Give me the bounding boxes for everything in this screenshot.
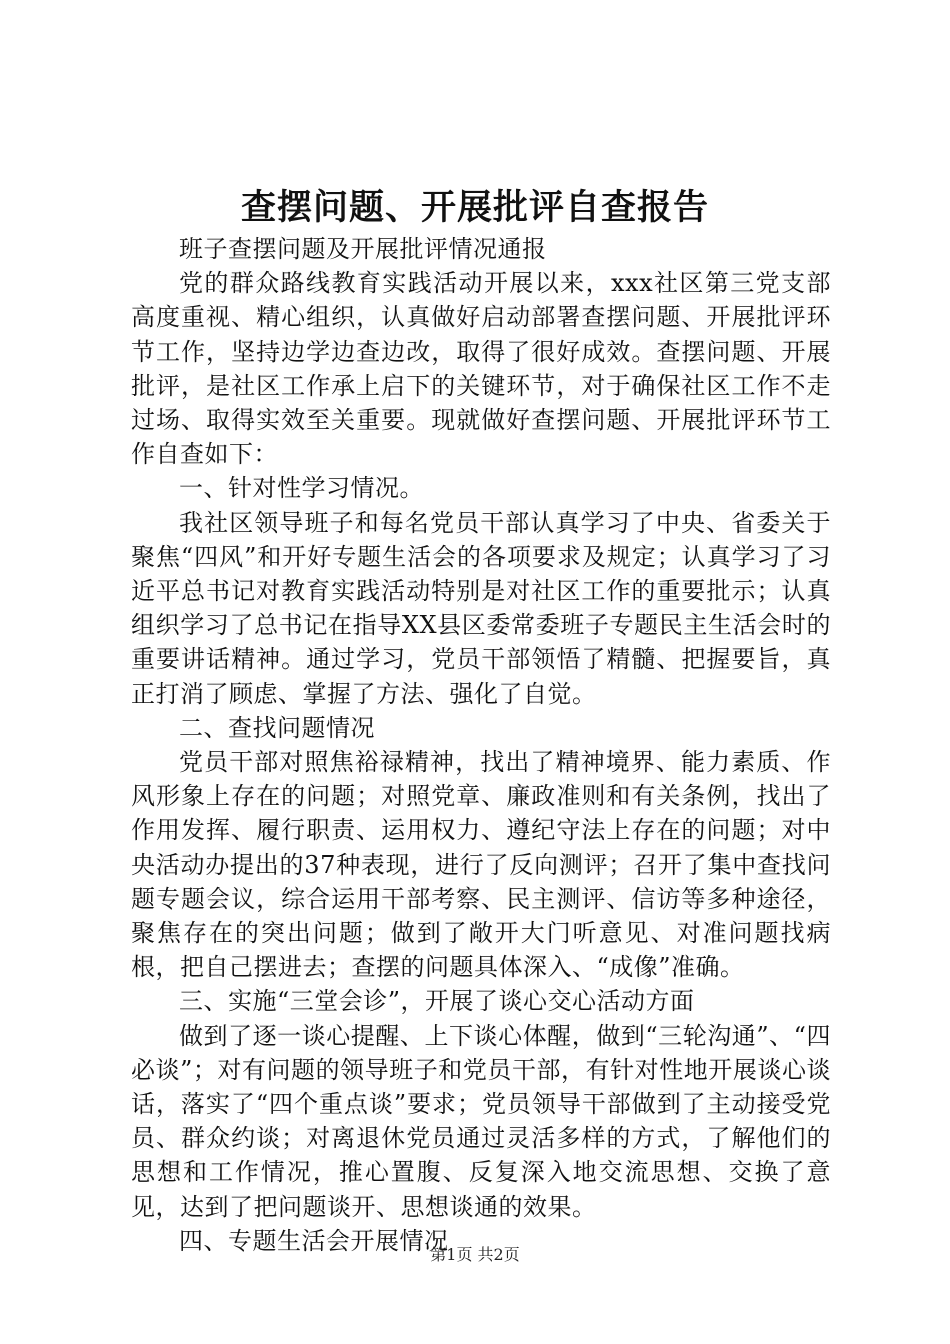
page-footer: 第1页 共2页 (430, 1245, 520, 1264)
paragraph-section-2: 党员干部对照焦裕禄精神，找出了精神境界、能力素质、作风形象上存在的问题；对照党章、廉政准则和有关条例，找出了作用发挥、履行职责、运用权力、遵纪守法上存在的问题；对中央活动办提出的37种表现，进行了反向测评；召开了集中查找问题专题会议，综合运用干部考察、民主测评、信访等多种途径，聚焦存在的突出问题；做到了敞开大门听意见、对准问题找病根，把自己摆进去；查摆的问题具体深入、“成像”准确。 (131, 748, 831, 982)
section-heading-4: 四、专题生活会开展情况 (179, 1226, 449, 1255)
paragraph-intro: 党的群众路线教育实践活动开展以来，xxx社区第三党支部高度重视、精心组织，认真做好启动部署查摆问题、开展批评环节工作，坚持边学边查边改，取得了很好成效。查摆问题、开展批评，是社区工作承上启下的关键环节，对于确保社区工作不走过场、取得实效至关重要。现就做好查摆问题、开展批评环节工作自查如下： (131, 269, 831, 469)
document-title: 查摆问题、开展批评自查报告 (240, 187, 709, 228)
section-heading-1: 一、针对性学习情况。 (179, 474, 424, 503)
paragraph-subtitle: 班子查摆问题及开展批评情况通报 (179, 235, 547, 263)
section-heading-3: 三、实施“三堂会诊”，开展了谈心交心活动方面 (179, 987, 695, 1016)
document-body (131, 232, 831, 1258)
paragraph-section-3: 做到了逐一谈心提醒、上下谈心体醒，做到“三轮沟通”、“四必谈”；对有问题的领导班子和党员干部，有针对性地开展谈心谈话，落实了“四个重点谈”要求；党员领导干部做到了主动接受党员、群众约谈；对离退休党员通过灵活多样的方式，了解他们的思想和工作情况，推心置腹、反复深入地交流思想、交换了意见，达到了把问题谈开、思想谈通的效果。 (131, 1021, 831, 1221)
paragraph-section-1: 我社区领导班子和每名党员干部认真学习了中央、省委关于聚焦“四风”和开好专题生活会的各项要求及规定；认真学习了习近平总书记对教育实践活动特别是对社区工作的重要批示；认真组织学习了总书记在指导XX县区委常委班子专题民主生活会时的重要讲话精神。通过学习，党员干部领悟了精髓、把握要旨，真正打消了顾虑、掌握了方法、强化了自觉。 (131, 508, 831, 708)
section-heading-2: 二、查找问题情况 (179, 713, 375, 742)
